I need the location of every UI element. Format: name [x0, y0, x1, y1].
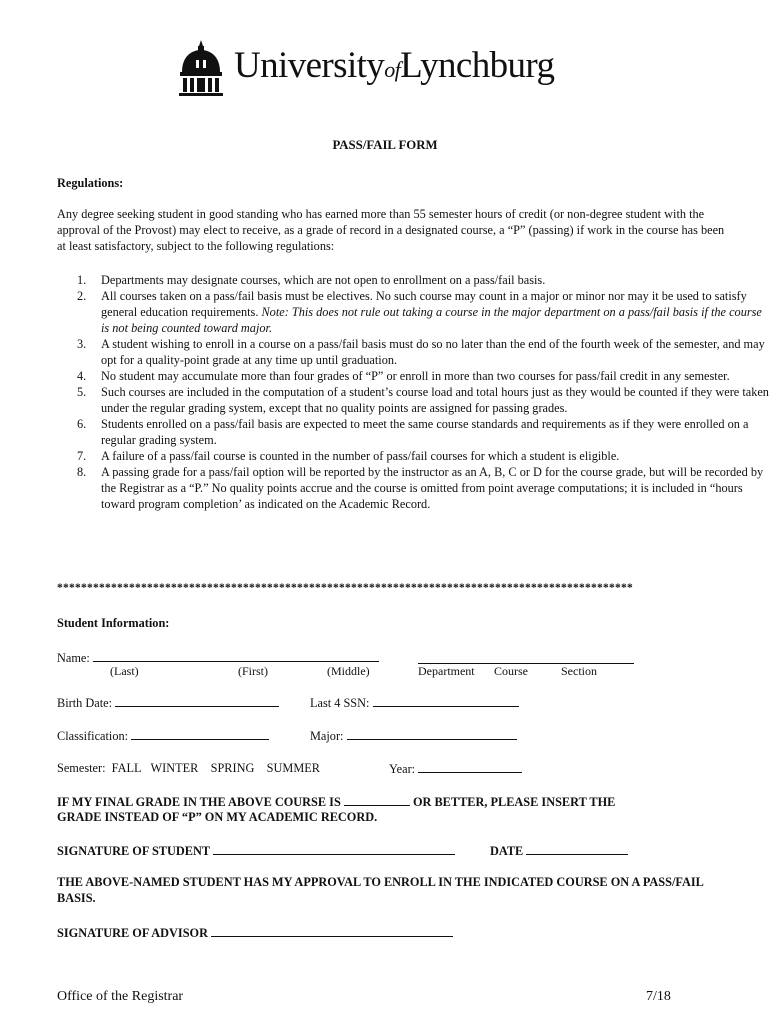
major-label: Major: — [310, 729, 344, 743]
approval-statement: THE ABOVE-NAMED STUDENT HAS MY APPROVAL TO ENROLL IN THE INDICATED COURSE ON A PASS/FAIL BASIS. — [57, 875, 704, 905]
intro-paragraph: Any degree seeking student in good standing who has earned more than 55 semester hours of credit (or non-degree student with the approval of the Provost) may elect to receive, as a grade of record in a designated course, a “P” (passing) if work in the course has been at least satisfactory, subject to the following regulations: — [57, 207, 725, 253]
student-signature-field[interactable] — [213, 842, 455, 855]
last-caption: (Last) — [110, 664, 139, 678]
student-signature-label: SIGNATURE OF STUDENT — [57, 844, 210, 858]
regulation-item: 5. Such courses are included in the computation of a student’s course load and total hours just as they would be counted if they were taken under the regular grading system, except that no quality points are assigned for passing grades. — [77, 385, 769, 415]
section-caption: Section — [561, 664, 597, 678]
grade-statement-line-2: GRADE INSTEAD OF “P” ON MY ACADEMIC RECORD. — [57, 810, 378, 824]
course-field[interactable] — [418, 651, 634, 664]
year-label: Year: — [389, 762, 416, 776]
advisor-signature-row — [57, 924, 453, 941]
year-field[interactable] — [418, 760, 522, 773]
footer-office: Office of the Registrar — [57, 989, 184, 1004]
separator-line: ************************************************************************************************ — [57, 582, 633, 594]
ssn-row — [310, 694, 519, 711]
birth-date-label: Birth Date: — [57, 696, 112, 710]
major-row — [310, 727, 517, 744]
student-info-heading: Student Information: — [57, 616, 170, 630]
department-caption: Department — [418, 664, 475, 678]
semester-label: Semester: — [57, 761, 106, 775]
advisor-signature-field[interactable] — [211, 924, 453, 937]
regulations-list — [57, 272, 770, 512]
form-title: PASS/FAIL FORM — [332, 138, 438, 152]
logo-wordmark: UniversityofLynchburg — [234, 45, 555, 86]
minimum-grade-field[interactable] — [344, 793, 410, 806]
semester-spring[interactable]: SPRING — [210, 761, 255, 775]
name-field[interactable] — [93, 649, 379, 662]
regulation-item: 3. A student wishing to enroll in a course on a pass/fail basis must do so no later than the end of the fourth week of the semester, and may opt for a quality-point grade at any time up until graduation. — [77, 337, 765, 367]
semester-fall[interactable]: FALL — [111, 761, 142, 775]
regulation-item: 8. A passing grade for a pass/fail option will be reported by the instructor as an A, B, C or D for the course grade, but will be recorded by the Registrar as a “P.” No quality points accrue and the course is omitted from point average computations; it is included in “hours toward program completion’ as indicated on the Academic Record. — [77, 465, 764, 511]
name-label: Name: — [57, 651, 90, 665]
date-label: DATE — [490, 844, 524, 858]
birth-date-field[interactable] — [115, 694, 279, 707]
student-signature-row — [57, 842, 455, 859]
classification-row — [57, 727, 269, 744]
major-field[interactable] — [347, 727, 517, 740]
classification-field[interactable] — [131, 727, 269, 740]
date-row — [490, 842, 628, 859]
semester-summer[interactable]: SUMMER — [266, 761, 320, 775]
course-caption: Course — [494, 664, 528, 678]
advisor-signature-label: SIGNATURE OF ADVISOR — [57, 926, 209, 940]
regulation-item: 6. Students enrolled on a pass/fail basis are expected to meet the same course standards and requirements as if they were enrolled on a regular grading system. — [77, 417, 749, 447]
regulation-item: 7. A failure of a pass/fail course is counted in the number of pass/fail courses for which a student is eligible. — [77, 449, 620, 463]
regulation-note: Note: This does not rule out taking a course in the major department on a pass/fail basis if the course is not being counted toward major. — [101, 305, 762, 335]
ssn-label: Last 4 SSN: — [310, 696, 370, 710]
date-field[interactable] — [526, 842, 628, 855]
footer-revision: 7/18 — [646, 989, 671, 1004]
birth-date-row — [57, 694, 279, 711]
ssn-field[interactable] — [373, 694, 519, 707]
tower-emblem-icon — [176, 38, 226, 100]
grade-statement: IF MY FINAL GRADE IN THE ABOVE COURSE IS OR BETTER, PLEASE INSERT THE — [57, 795, 616, 809]
regulation-item: 2. All courses taken on a pass/fail basis must be electives. No such course may count in a major or minor nor may it be used to satisfy general education requirements. Note: This does not rule out taking a course in the major department on a pass/fail basis if the course is not being counted toward major. — [77, 289, 762, 335]
classification-label: Classification: — [57, 729, 129, 743]
semester-row — [57, 760, 320, 776]
year-row — [389, 760, 522, 777]
regulation-item: 1. Departments may designate courses, which are not open to enrollment on a pass/fail basis. — [77, 273, 546, 287]
semester-winter[interactable]: WINTER — [150, 761, 199, 775]
regulation-item: 4. No student may accumulate more than four grades of “P” or enroll in more than two courses for pass/fail credit in any semester. — [77, 369, 730, 383]
middle-caption: (Middle) — [327, 664, 370, 678]
regulations-heading: Regulations: — [57, 176, 124, 190]
university-logo — [176, 36, 616, 100]
first-caption: (First) — [238, 664, 268, 678]
